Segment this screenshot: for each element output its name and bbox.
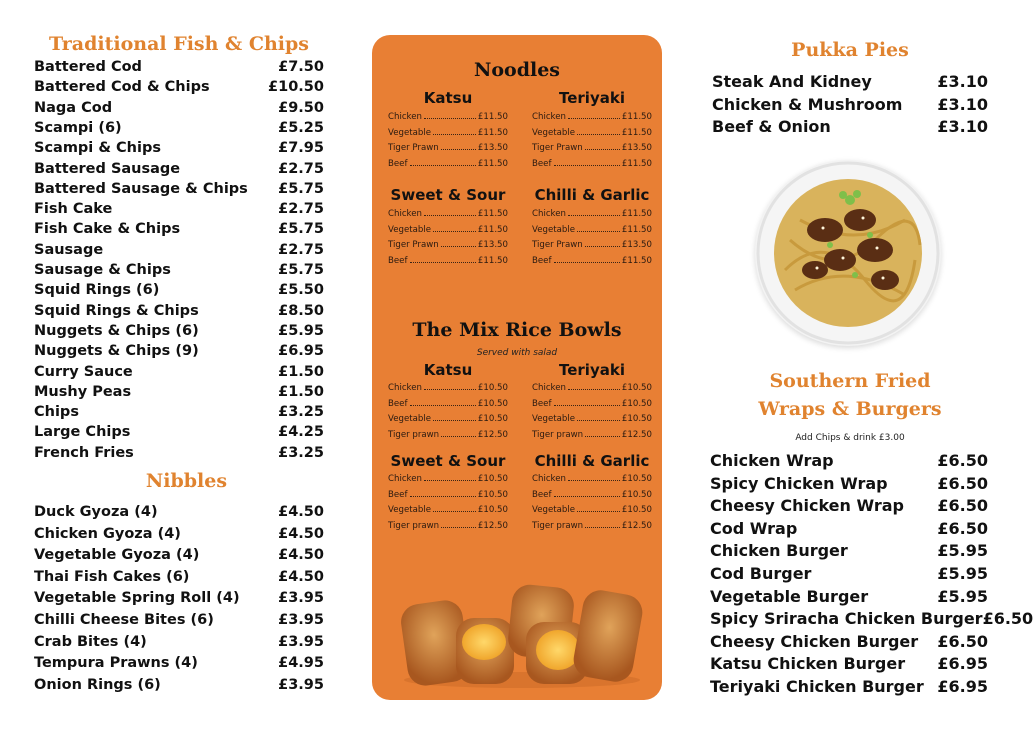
menu-item-name: Sausage & Chips	[34, 262, 171, 278]
menu-item	[532, 112, 652, 122]
menu-item-price: £3.95	[278, 612, 324, 628]
menu-item-name: Vegetable Burger	[710, 586, 869, 606]
menu-item	[388, 474, 508, 484]
menu-item-price: £5.95	[937, 586, 988, 606]
menu-item	[532, 414, 652, 424]
menu-item	[388, 430, 508, 440]
leader-dots	[424, 383, 476, 390]
menu-item	[34, 161, 324, 177]
menu-item-price: £10.50	[621, 383, 652, 393]
menu-item	[388, 225, 508, 235]
menu-item-name: Battered Cod & Chips	[34, 79, 210, 96]
menu-item-price: £10.50	[477, 489, 508, 500]
menu-item-name: Spicy Chicken Wrap	[710, 473, 888, 493]
menu-item	[34, 384, 324, 400]
menu-item-price: £3.10	[937, 117, 988, 136]
menu-item	[388, 521, 508, 531]
menu-item	[388, 490, 508, 500]
menu-item-name: Curry Sauce	[34, 363, 133, 380]
menu-item-price: £4.50	[278, 568, 324, 585]
menu-item-price: £7.50	[278, 59, 324, 75]
menu-item-name: Cod Burger	[710, 564, 812, 583]
leader-dots	[424, 112, 476, 119]
menu-item	[388, 414, 508, 424]
menu-item-price: £11.50	[477, 209, 508, 219]
menu-item-price: £12.50	[621, 429, 652, 440]
leader-dots	[568, 383, 620, 390]
menu-item-name: Chicken	[532, 209, 566, 219]
menu-item	[34, 590, 324, 606]
menu-item-name: Naga Cod	[34, 99, 113, 116]
menu-item	[34, 282, 324, 298]
menu-item	[532, 128, 652, 138]
asian-menu-panel	[372, 35, 662, 700]
menu-item-name: Steak And Kidney	[712, 72, 872, 91]
menu-item	[34, 221, 324, 237]
leader-dots	[433, 225, 476, 232]
menu-item-name: Vegetable	[532, 414, 576, 424]
leader-dots	[410, 159, 476, 166]
leader-dots	[585, 521, 620, 528]
menu-item-price: £2.75	[278, 241, 324, 258]
menu-item-name: Cod Wrap	[710, 518, 798, 538]
menu-item	[34, 569, 324, 585]
menu-item-price: £5.50	[278, 282, 324, 299]
menu-item	[388, 399, 508, 409]
menu-item-name: Chicken Gyoza (4)	[34, 525, 181, 542]
menu-item-name: Beef & Onion	[712, 117, 831, 136]
menu-item	[34, 677, 324, 693]
group-title: Katsu	[423, 361, 473, 379]
menu-item-price: £5.75	[278, 221, 324, 238]
menu-item-price: £10.50	[621, 414, 652, 424]
menu-item-name: Tempura Prawns (4)	[34, 655, 198, 672]
leader-dots	[441, 240, 476, 247]
leader-dots	[441, 521, 476, 528]
menu-item	[34, 323, 324, 339]
menu-item-price: £12.50	[477, 520, 508, 531]
leader-dots	[568, 112, 620, 119]
menu-item-price: £4.50	[278, 504, 324, 520]
menu-item	[34, 262, 324, 278]
menu-item-price: £13.50	[477, 143, 508, 153]
menu-item-price: £11.50	[621, 255, 652, 266]
leader-dots	[410, 399, 476, 406]
menu-item-name: Scampi (6)	[34, 119, 122, 136]
pies-title: Pukka Pies	[791, 39, 909, 61]
menu-item	[532, 383, 652, 393]
leader-dots	[410, 256, 476, 263]
menu-item-name: Chicken Burger	[710, 541, 848, 561]
menu-item	[710, 451, 988, 470]
nibbles-title: Nibbles	[145, 470, 228, 492]
menu-item	[710, 677, 988, 696]
menu-item-price: £5.95	[278, 322, 324, 339]
rice-bowls-note: Served with salad	[476, 348, 558, 358]
menu-item-name: Large Chips	[34, 424, 131, 441]
menu-item-name: Tiger prawn	[532, 520, 584, 531]
menu-item-name: Chicken	[388, 209, 422, 219]
menu-item-name: Battered Sausage & Chips	[34, 180, 248, 197]
menu-item-name: Nuggets & Chips (6)	[34, 322, 199, 339]
leader-dots	[554, 159, 620, 166]
rice-bowls-title: The Mix Rice Bowls	[412, 319, 622, 341]
menu-item	[710, 519, 988, 538]
menu-item	[34, 181, 324, 197]
menu-item	[532, 521, 652, 531]
menu-item	[34, 120, 324, 136]
menu-item-name: Vegetable	[388, 505, 432, 515]
group-title: Chilli & Garlic	[534, 186, 650, 204]
menu-item	[34, 547, 324, 563]
menu-item-price: £3.25	[278, 444, 324, 461]
menu-item-name: Tiger Prawn	[532, 240, 583, 250]
menu-item-name: Battered Cod	[34, 59, 142, 75]
menu-item-name: Chicken	[388, 474, 422, 484]
menu-item-name: Vegetable	[532, 505, 576, 515]
menu-item-name: Sausage	[34, 241, 104, 258]
menu-item-price: £5.75	[278, 262, 324, 278]
leader-dots	[554, 490, 620, 497]
menu-item-price: £3.95	[278, 633, 324, 650]
fried-bites-image	[398, 582, 646, 690]
menu-item-price: £3.25	[278, 404, 324, 421]
menu-item-name: Tiger prawn	[532, 429, 584, 440]
menu-item-name: Onion Rings (6)	[34, 676, 161, 693]
menu-item-name: Vegetable	[532, 224, 576, 235]
menu-item	[34, 100, 324, 116]
leader-dots	[568, 474, 620, 481]
group-title: Teriyaki	[559, 89, 625, 107]
menu-item-price: £13.50	[621, 143, 652, 153]
menu-item-price: £5.75	[278, 180, 324, 197]
menu-item	[34, 140, 324, 156]
menu-item	[388, 240, 508, 250]
menu-item-price: £11.50	[477, 112, 508, 122]
leader-dots	[433, 414, 476, 421]
menu-item-price: £13.50	[477, 240, 508, 250]
menu-item-price: £11.50	[621, 112, 652, 122]
menu-item	[388, 383, 508, 393]
leader-dots	[441, 430, 476, 437]
menu-item-name: Vegetable	[388, 414, 432, 424]
menu-item	[710, 496, 988, 515]
noodles-title: Noodles	[473, 59, 560, 81]
menu-item-price: £10.50	[621, 489, 652, 500]
menu-item-price: £5.25	[278, 119, 324, 136]
menu-item	[388, 112, 508, 122]
menu-item	[34, 424, 324, 440]
menu-item	[532, 430, 652, 440]
menu-item-name: Chicken	[388, 112, 422, 122]
menu-item-price: £6.50	[937, 631, 988, 651]
menu-item	[710, 609, 1033, 629]
menu-item-price: £13.50	[621, 240, 652, 250]
menu-item-name: Spicy Sriracha Chicken Burger	[710, 609, 983, 629]
leader-dots	[424, 209, 476, 216]
menu-item-name: Battered Sausage	[34, 160, 181, 177]
menu-item-price: £6.50	[937, 518, 988, 538]
southern-note: Add Chips & drink £3.00	[795, 433, 905, 443]
leader-dots	[577, 128, 620, 135]
group-title: Katsu	[423, 89, 473, 107]
menu-item-price: £6.50	[937, 496, 988, 516]
menu-item-price: £11.50	[621, 209, 652, 219]
menu-item	[532, 474, 652, 484]
menu-item-price: £4.50	[278, 525, 324, 542]
menu-item	[532, 209, 652, 219]
menu-item-price: £3.95	[278, 590, 324, 607]
traditional-title: Traditional Fish & Chips	[49, 33, 309, 55]
leader-dots	[554, 256, 620, 263]
leader-dots	[577, 225, 620, 232]
menu-item-price: £11.50	[477, 158, 508, 169]
southern-title-line1: Southern Fried	[769, 370, 931, 392]
menu-item-name: Beef	[388, 398, 408, 409]
menu-item	[34, 404, 324, 420]
menu-item-name: Tiger Prawn	[388, 143, 439, 153]
menu-item	[34, 364, 324, 380]
menu-item-name: Vegetable	[532, 127, 576, 138]
menu-item-name: Vegetable	[388, 224, 432, 235]
menu-item-name: Chicken	[532, 474, 566, 484]
menu-item-name: Beef	[388, 489, 408, 500]
leader-dots	[433, 128, 476, 135]
menu-item-name: Squid Rings (6)	[34, 282, 160, 299]
leader-dots	[585, 240, 620, 247]
menu-item	[34, 612, 324, 628]
menu-item-name: Beef	[532, 398, 552, 409]
menu-item-name: Katsu Chicken Burger	[710, 654, 906, 674]
menu-item-price: £12.50	[621, 520, 652, 531]
menu-item	[388, 209, 508, 219]
menu-item	[34, 445, 324, 461]
menu-item-price: £10.50	[477, 398, 508, 409]
menu-item-price: £11.50	[621, 158, 652, 169]
menu-item	[34, 343, 324, 359]
menu-item-price: £10.50	[477, 383, 508, 393]
menu-item	[34, 79, 324, 95]
menu-item-name: Thai Fish Cakes (6)	[34, 568, 190, 585]
menu-item	[710, 541, 988, 560]
menu-item-name: Tiger Prawn	[532, 143, 583, 153]
menu-item-price: £4.50	[278, 547, 324, 564]
menu-item	[34, 526, 324, 542]
menu-item-price: £2.75	[278, 160, 324, 177]
menu-item-name: Cheesy Chicken Burger	[710, 631, 919, 651]
menu-item-price: £9.50	[278, 99, 324, 116]
noodle-bowl-image	[755, 160, 941, 346]
menu-item-price: £3.95	[278, 676, 324, 693]
group-title: Teriyaki	[559, 361, 625, 379]
menu-item	[712, 72, 988, 91]
menu-item	[34, 59, 324, 75]
menu-item	[388, 143, 508, 153]
menu-item	[710, 474, 988, 493]
menu-item-price: £10.50	[477, 414, 508, 424]
group-title: Chilli & Garlic	[534, 452, 650, 470]
menu-item-name: Scampi & Chips	[34, 140, 161, 157]
menu-item-name: Crab Bites (4)	[34, 633, 147, 650]
menu-item	[34, 504, 324, 520]
menu-item-name: Beef	[532, 158, 552, 169]
menu-item-price: £2.75	[278, 201, 324, 218]
menu-item	[34, 242, 324, 258]
menu-item	[532, 240, 652, 250]
menu-item	[532, 399, 652, 409]
menu-item	[532, 143, 652, 153]
leader-dots	[424, 474, 476, 481]
leader-dots	[410, 490, 476, 497]
menu-item-price: £6.95	[937, 654, 988, 674]
menu-item-name: Nuggets & Chips (9)	[34, 343, 199, 360]
menu-item-price: £10.50	[621, 398, 652, 409]
menu-item-name: Fish Cake	[34, 201, 113, 218]
menu-item-name: Beef	[388, 255, 408, 266]
menu-item-price: £6.95	[937, 677, 988, 696]
menu-item-name: Chicken	[388, 383, 422, 393]
menu-item-price: £11.50	[621, 127, 652, 138]
menu-item-name: Chilli Cheese Bites (6)	[34, 612, 214, 628]
menu-item-price: £12.50	[477, 429, 508, 440]
menu-item-price: £6.95	[278, 343, 324, 360]
menu-item	[710, 587, 988, 606]
menu-item-price: £3.10	[937, 94, 988, 114]
leader-dots	[577, 414, 620, 421]
leader-dots	[585, 143, 620, 150]
menu-item-name: Tiger Prawn	[388, 240, 439, 250]
menu-item-name: Chips	[34, 404, 79, 421]
menu-item-name: Cheesy Chicken Wrap	[710, 496, 904, 516]
menu-item-price: £1.50	[278, 363, 324, 380]
menu-item-price: £11.50	[477, 255, 508, 266]
menu-item-name: Tiger prawn	[388, 429, 440, 440]
menu-item	[532, 256, 652, 266]
menu-item-name: Teriyaki Chicken Burger	[710, 677, 924, 696]
leader-dots	[568, 209, 620, 216]
menu-item-name: Chicken Wrap	[710, 451, 834, 470]
menu-item-name: Duck Gyoza (4)	[34, 504, 158, 520]
menu-item-price: £11.50	[477, 224, 508, 235]
menu-item	[532, 505, 652, 515]
menu-item-name: Tiger prawn	[388, 520, 440, 531]
menu-item-price: £10.50	[477, 505, 508, 515]
menu-item-price: £4.95	[278, 655, 324, 672]
menu-item-price: £3.10	[937, 72, 988, 91]
menu-item-price: £6.50	[982, 609, 1033, 629]
menu-item	[532, 159, 652, 169]
menu-item-name: Chicken	[532, 383, 566, 393]
menu-item-price: £11.50	[477, 127, 508, 138]
menu-item	[388, 505, 508, 515]
menu-item-price: £10.50	[621, 474, 652, 484]
menu-item	[712, 117, 988, 136]
menu-item-name: Beef	[532, 489, 552, 500]
leader-dots	[554, 399, 620, 406]
leader-dots	[433, 505, 476, 512]
menu-item	[388, 256, 508, 266]
menu-item	[34, 303, 324, 319]
menu-item-price: £10.50	[268, 79, 324, 96]
menu-item-name: Fish Cake & Chips	[34, 221, 181, 238]
menu-item-price: £10.50	[477, 474, 508, 484]
menu-item-price: £1.50	[278, 383, 324, 400]
menu-item-price: £5.95	[937, 564, 988, 583]
menu-item	[710, 632, 988, 651]
menu-item-name: Beef	[532, 255, 552, 266]
menu-item-price: £10.50	[621, 505, 652, 515]
menu-item-price: £6.50	[937, 473, 988, 493]
menu-item	[34, 655, 324, 671]
menu-item-name: Vegetable Gyoza (4)	[34, 547, 200, 564]
menu-item-price: £7.95	[278, 140, 324, 157]
menu-item	[388, 159, 508, 169]
menu-item	[532, 490, 652, 500]
menu-item-price: £8.50	[278, 302, 324, 319]
menu-item-price: £4.25	[278, 424, 324, 441]
menu-item	[532, 225, 652, 235]
menu-item	[34, 201, 324, 217]
southern-title-line2: Wraps & Burgers	[758, 398, 942, 420]
menu-item-name: Mushy Peas	[34, 383, 132, 400]
group-title: Sweet & Sour	[390, 186, 506, 204]
menu-item	[388, 128, 508, 138]
menu-item	[710, 564, 988, 583]
menu-item-name: Squid Rings & Chips	[34, 302, 199, 319]
leader-dots	[577, 505, 620, 512]
leader-dots	[441, 143, 476, 150]
menu-item	[710, 654, 988, 673]
menu-item-price: £11.50	[621, 224, 652, 235]
menu-item-name: Vegetable Spring Roll (4)	[34, 590, 240, 607]
menu-item-name: Vegetable	[388, 127, 432, 138]
menu-item	[34, 634, 324, 650]
menu-item-price: £6.50	[937, 451, 988, 470]
leader-dots	[585, 430, 620, 437]
menu-item-name: Chicken	[532, 112, 566, 122]
menu-item	[712, 95, 988, 114]
menu-item-name: Beef	[388, 158, 408, 169]
group-title: Sweet & Sour	[390, 452, 506, 470]
menu-item-name: Chicken & Mushroom	[712, 94, 903, 114]
menu-item-price: £5.95	[937, 541, 988, 561]
menu-item-name: French Fries	[34, 444, 134, 461]
